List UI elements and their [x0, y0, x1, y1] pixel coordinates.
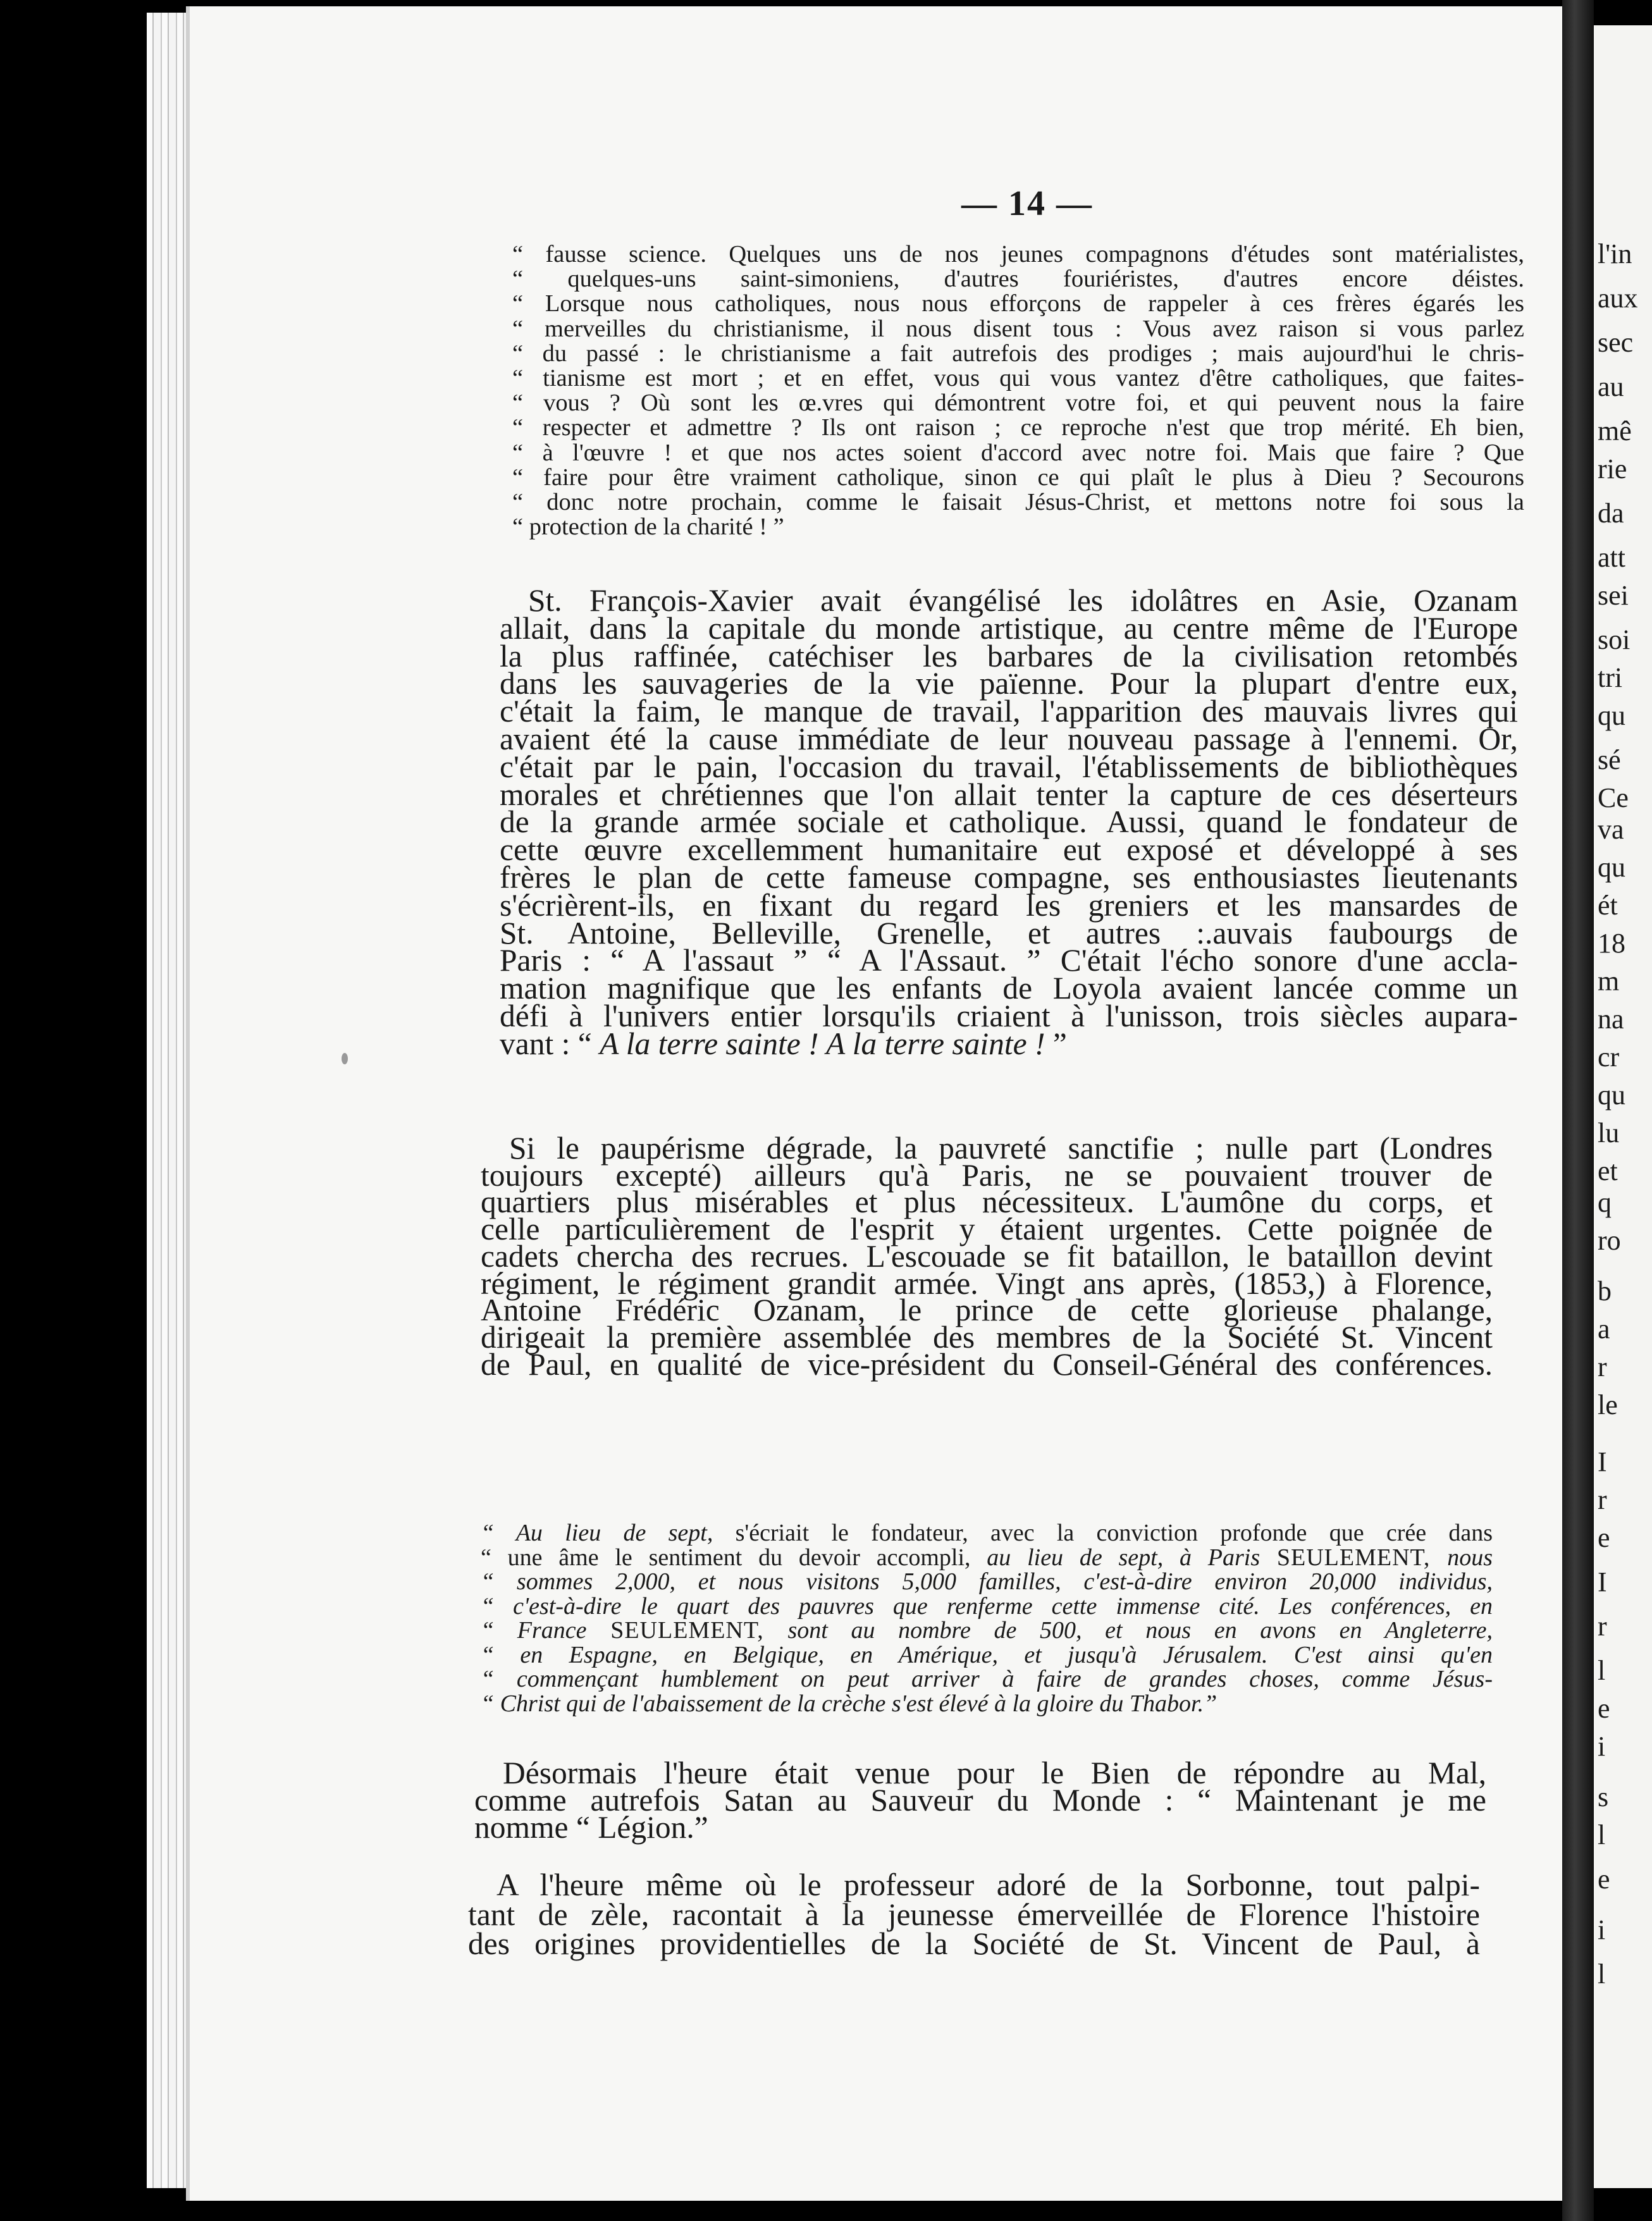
text-line: défi à l'univers entier lorsqu'ils criaient à l'unisson, trois siècles aupara-: [500, 998, 1518, 1033]
quote-line: [481, 1570, 1493, 1594]
small-caps-text: SEULEMENT,: [1260, 1544, 1448, 1571]
facing-page-fragment: sé: [1598, 744, 1621, 775]
facing-page-fragment: ét: [1598, 890, 1618, 921]
text-line: Antoine Frédéric Ozanam, le prince de cette glorieuse phalange,: [481, 1293, 1493, 1328]
italic-text: “ Christ qui de l'abaissement de la crèche s'est élevé à la gloire du Thabor.”: [481, 1690, 1217, 1717]
text-line: toujours excepté) ailleurs qu'à Paris, ne se pouvaient trouver de: [481, 1157, 1493, 1193]
quote-line: “ merveilles du christianisme, il nous disent tous : Vous avez raison si vous parlez: [512, 315, 1524, 342]
facing-page-fragment: tri: [1598, 662, 1623, 693]
text-line: Si le paupérisme dégrade, la pauvreté sanctifie ; nulle part (Londres: [509, 1131, 1493, 1166]
text-line: St. François-Xavier avait évangélisé les idolâtres en Asie, Ozanam: [528, 583, 1518, 618]
facing-page-fragment: e: [1598, 1864, 1610, 1895]
text-segment: “ une âme le sentiment du devoir accompli,: [481, 1544, 987, 1571]
facing-page-fragment: mê: [1598, 415, 1632, 446]
quote-line: “ donc notre prochain, comme le faisait Jésus-Christ, et mettons notre foi sous la: [512, 489, 1524, 516]
facing-page-fragment: Ce: [1598, 782, 1629, 813]
facing-page-edge: [1594, 25, 1652, 2188]
quote-line: [481, 1521, 1493, 1546]
quote-line: “ à l'œuvre ! et que nos actes soient d'accord avec notre foi. Mais que faire ? Que: [512, 439, 1524, 466]
text-line: comme autrefois Satan au Sauveur du Monde : “ Maintenant je me: [474, 1783, 1486, 1818]
facing-page-fragment: 18: [1598, 928, 1625, 959]
italic-text: “ Au lieu de sept,: [481, 1520, 713, 1546]
facing-page-fragment: I: [1598, 1446, 1607, 1477]
quote-line: “ respecter et admettre ? Ils ont raison ; ce reproche n'est que trop mérité. Eh bien,: [512, 414, 1524, 441]
facing-page-fragment: r: [1598, 1351, 1607, 1382]
text-line: tant de zèle, racontait à la jeunesse émerveillée de Florence l'histoire: [468, 1897, 1480, 1932]
text-line: s'écrièrent-ils, en fixant du regard les greniers et les mansardes de: [500, 887, 1518, 923]
text-line: cadets chercha des recrues. L'escouade se fit bataillon, le bataillon devint: [481, 1238, 1493, 1274]
quote-line: “ Lorsque nous catholiques, nous nous efforçons de rappeler à ces frères égarés les: [512, 290, 1524, 317]
facing-page-fragment: soi: [1598, 624, 1630, 655]
quote-line: “ fausse science. Quelques uns de nos jeunes compagnons d'études sont matérialistes,: [512, 241, 1524, 268]
facing-page-fragment: e: [1598, 1522, 1610, 1553]
quote-line: “ protection de la charité ! ”: [512, 514, 784, 541]
facing-page-fragment: cr: [1598, 1042, 1620, 1073]
text-line: de la grande armée sociale et catholique. Aussi, quand le fondateur de: [500, 804, 1518, 840]
text-line: mation magnifique que les enfants de Loyola avaient lancée comme un: [500, 971, 1518, 1006]
text-line: la plus raffinée, catéchiser les barbares de la civilisation retombés: [500, 638, 1518, 674]
text-line: frères le plan de cette fameuse compagne, ses enthousiastes lieutenants: [500, 859, 1518, 895]
facing-page-fragment: na: [1598, 1004, 1624, 1035]
quote-line: [481, 1692, 1493, 1716]
text-segment: ”: [1052, 1026, 1067, 1061]
facing-page-fragment: i: [1598, 1914, 1606, 1945]
quotation-block-1: [512, 242, 1524, 539]
italic-text: “ en Espagne, en Belgique, en Amérique, et jusqu'à Jérusalem. C'est ainsi qu'en: [481, 1641, 1493, 1668]
text-line: dirigeait la première assemblée des membres de la Société St. Vincent: [481, 1319, 1493, 1355]
italic-text: “ c'est-à-dire le quart des pauvres que renferme cette immense cité. Les conférences, en: [481, 1592, 1493, 1620]
facing-page-fragment: a: [1598, 1314, 1610, 1344]
text-line: c'était par le pain, l'occasion du travail, l'établissements de bibliothèques: [500, 749, 1518, 784]
facing-page-fragment: rie: [1598, 453, 1627, 484]
text-line: des origines providentielles de la Société de St. Vincent de Paul, à: [468, 1926, 1480, 1961]
facing-page-fragment: r: [1598, 1484, 1607, 1515]
facing-page-fragment: sec: [1598, 327, 1634, 358]
text-line: cette œuvre excellemment humanitaire eut exposé et développé à ses: [500, 832, 1518, 868]
page-blemish: [342, 1053, 348, 1064]
page-number: — 14 —: [961, 184, 1093, 223]
text-segment: vant : “: [500, 1026, 600, 1061]
facing-page-fragment: lu: [1598, 1117, 1620, 1148]
facing-page-fragment: e: [1598, 1693, 1610, 1724]
facing-page-fragment: da: [1598, 498, 1624, 529]
quote-line: “ faire pour être vraiment catholique, sinon ce qui plaît le plus à Dieu ? Secourons: [512, 464, 1524, 491]
facing-page-fragment: b: [1598, 1276, 1612, 1307]
facing-page-fragment: m: [1598, 966, 1620, 997]
text-line: morales et chrétiennes que l'on allait tenter la capture de ces déserteurs: [500, 777, 1518, 812]
facing-page-fragment: ro: [1598, 1225, 1621, 1256]
quote-line: [481, 1643, 1493, 1668]
small-caps-text: SEULEMENT,: [586, 1617, 788, 1644]
text-line: régiment, le régiment grandit armée. Vingt ans après, (1853,) à Florence,: [481, 1265, 1493, 1301]
text-line: Paris : “ A l'assaut ” “ A l'Assaut. ” C'était l'écho sonore d'une accla-: [500, 943, 1518, 978]
quote-line: [481, 1618, 1493, 1643]
quote-line: [481, 1546, 1493, 1570]
text-line: [500, 1026, 1518, 1061]
facing-page-fragment: r: [1598, 1611, 1607, 1642]
facing-page-fragment: et: [1598, 1155, 1618, 1186]
facing-page-fragment: va: [1598, 814, 1624, 845]
italic-text: “ sommes 2,000, et nous visitons 5,000 familles, c'est-à-dire environ 20,000 individus,: [481, 1568, 1493, 1595]
italic-text: “ commençant humblement on peut arriver à faire de grandes choses, comme Jésus-: [481, 1666, 1493, 1692]
facing-page-fragment: au: [1598, 371, 1624, 402]
quote-line: “ tianisme est mort ; et en effet, vous qui vous vantez d'être catholiques, que faites-: [512, 365, 1524, 392]
quote-line: [481, 1667, 1493, 1692]
text-line: St. Antoine, Belleville, Grenelle, et autres :.auvais faubourgs de: [500, 915, 1518, 951]
facing-page-fragment: l: [1598, 1819, 1606, 1850]
text-line: A l'heure même où le professeur adoré de la Sorbonne, tout palpi-: [496, 1867, 1480, 1902]
text-line: quartiers plus misérables et plus nécessiteux. L'aumône du corps, et: [481, 1184, 1493, 1220]
italic-exclamation: A la terre sainte ! A la terre sainte !: [600, 1026, 1053, 1061]
quote-line: [481, 1594, 1493, 1619]
facing-page-fragment: qu: [1598, 700, 1625, 731]
quotation-block-2: [481, 1521, 1493, 1716]
quote-line: “ quelques-uns saint-simoniens, d'autres fouriéristes, d'autres encore déistes.: [512, 266, 1524, 293]
text-line: Désormais l'heure était venue pour le Bien de répondre au Mal,: [503, 1756, 1486, 1790]
facing-page-fragment: le: [1598, 1389, 1618, 1420]
text-line: avaient été la cause immédiate de leur nouveau passage à l'ennemi. Or,: [500, 721, 1518, 756]
facing-page-fragment: i: [1598, 1731, 1606, 1762]
facing-page-fragment: I: [1598, 1566, 1607, 1597]
facing-page-fragment: aux: [1598, 283, 1638, 314]
paragraph-a-l-heure-meme: [468, 1867, 1480, 1961]
italic-text: nous: [1447, 1544, 1493, 1571]
facing-page-fragment: qu: [1598, 1080, 1625, 1110]
quote-line: “ du passé : le christianisme a fait autrefois des prodiges ; mais aujourd'hui le chris-: [512, 340, 1524, 367]
text-segment: s'écriait le fondateur, avec la conviction profonde que crée dans: [713, 1520, 1493, 1546]
facing-page-fragment: q: [1598, 1187, 1612, 1218]
italic-text: au lieu de sept, à Paris: [987, 1544, 1261, 1571]
quote-line: “ vous ? Où sont les œ.vres qui démontrent votre foi, et qui peuvent nous la faire: [512, 390, 1524, 417]
facing-page-fragment: s: [1598, 1781, 1609, 1812]
italic-text: “ France: [481, 1617, 587, 1644]
text-line: c'était la faim, le manque de travail, l'apparition des mauvais livres qui: [500, 694, 1518, 729]
text-line: dans les sauvageries de la vie païenne. Pour la plupart d'entre eux,: [500, 666, 1518, 701]
text-line: nomme “ Légion.”: [474, 1810, 708, 1845]
paragraph-desormais: [474, 1756, 1486, 1845]
facing-page-fragment: sei: [1598, 580, 1629, 611]
facing-page-fragment: att: [1598, 542, 1625, 573]
paragraph-francois-xavier: [500, 583, 1518, 1061]
facing-page-fragment: qu: [1598, 852, 1625, 883]
text-line: de Paul, en qualité de vice-président du Conseil-Général des conférences.: [481, 1346, 1493, 1382]
text-line: allait, dans la capitale du monde artistique, au centre même de l'Europe: [500, 610, 1518, 646]
book-spine: [1562, 0, 1594, 2221]
facing-page-fragment: l: [1598, 1959, 1606, 1990]
facing-page-fragment: l: [1598, 1655, 1606, 1686]
paragraph-pauperisme: [481, 1131, 1493, 1382]
facing-page-fragment: l'in: [1598, 238, 1632, 269]
text-line: celle particulièrement de l'esprit y étaient urgentes. Cette poignée de: [481, 1212, 1493, 1247]
italic-text: sont au nombre de 500, et nous en avons en Angleterre,: [787, 1617, 1493, 1644]
